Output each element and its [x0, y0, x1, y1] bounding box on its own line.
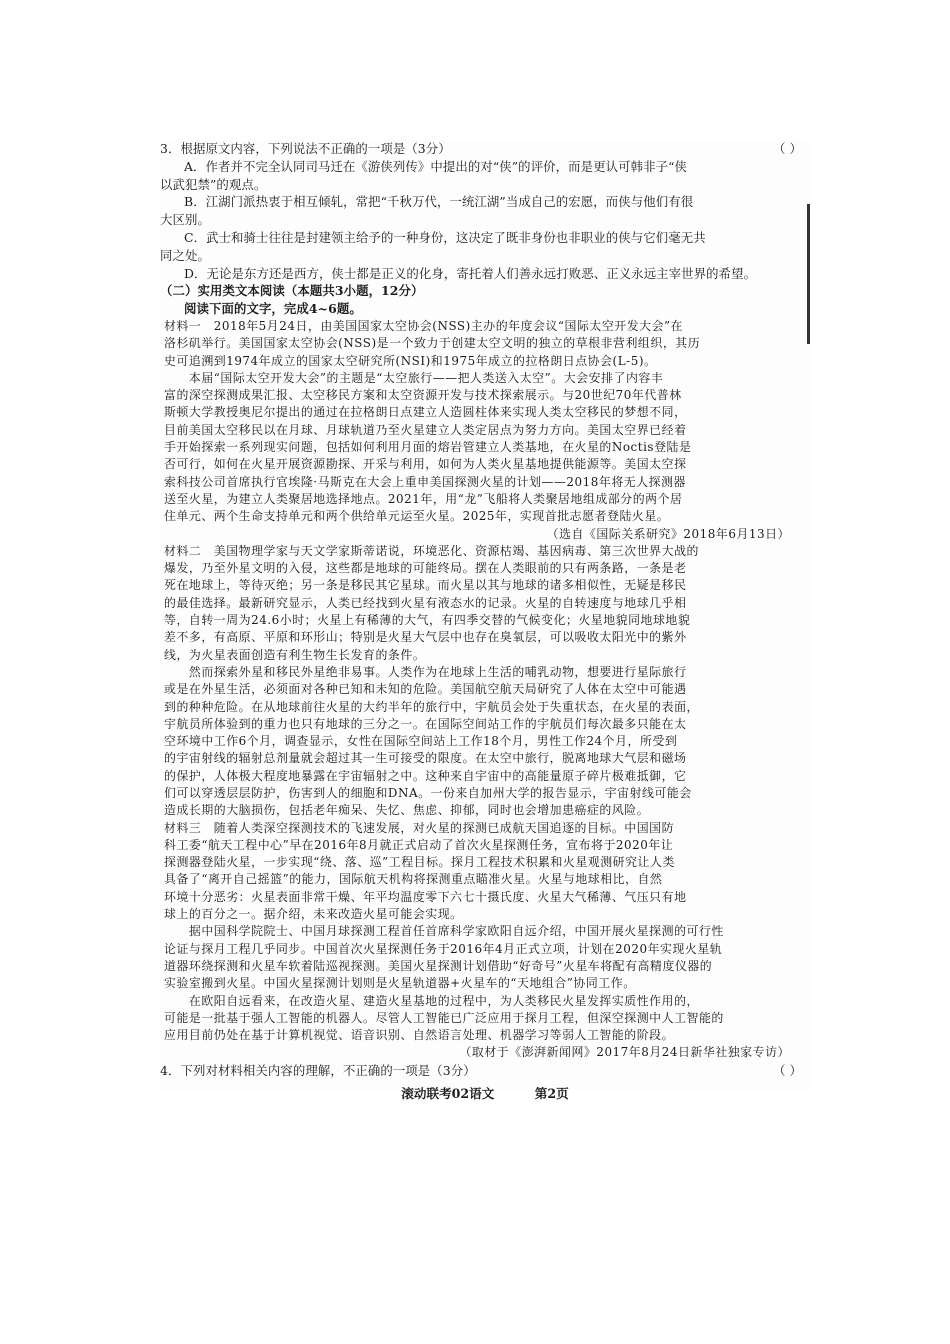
material-3-line: 在欧阳自远看来，在改造火星、建造火星基地的过程中，为人类移民火星发挥实质性作用的， [164, 993, 699, 1008]
section-instruction: 阅读下面的文字，完成4~6题。 [184, 301, 362, 317]
question-4-stem [160, 1062, 810, 1080]
material-3-source: （取材于《澎湃新闻网》2017年8月24日新华社独家专访） [459, 1045, 790, 1060]
material-2-line: 爆发，乃至外星文明的入侵，这些都是地球的可能终局。摆在人类眼前的只有两条路，一条是老 [164, 561, 687, 576]
exam-page [160, 140, 810, 1101]
answer-bracket: （ ） [772, 1062, 802, 1078]
material-2-line: 差不多，有高原、平原和环形山；特别是火星大气层中也存在臭氧层，可以吸收太阳光中的紫外 [164, 630, 687, 645]
material-1-line: 洛杉矶举行。美国国家太空协会(NSS)是一个致力于创建太空文明的独立的草根非营利组织，其历 [164, 336, 701, 351]
page-number: 第2页 [534, 1085, 569, 1101]
exam-name: 滚动联考02语文 [401, 1085, 495, 1101]
material-2-line: 或是在外星生活，必须面对各种已知和未知的危险。美国航空航天局研究了人体在太空中可能遇 [164, 682, 687, 697]
material-1 [160, 318, 810, 543]
material-1-line: 史可追溯到1974年成立的国家太空研究所(NSI)和1975年成立的拉格朗日点协会(L-5)。 [164, 353, 657, 368]
material-1-source: （选自《国际关系研究》2018年6月13日） [546, 526, 790, 541]
option-b-line-2: 大区别。 [160, 212, 210, 228]
material-1-line: 送至火星，为建立人类聚居地选择地点。2021年，用“龙”飞船将人类聚居地组成部分的两个居 [164, 491, 683, 506]
material-3-line: 科工委“航天工程中心”早在2016年8月就正式启动了首次火星探测任务，宣布将于2020年让 [164, 837, 674, 852]
material-2-line: 宇航员所体验到的重力也只有地球的三分之一。在国际空间站工作的宇航员们每次最多只能在太 [164, 716, 687, 731]
material-3-line: 环境十分恶劣：火星表面非常干燥、年平均温度零下六七十摄氏度、火星大气稀薄、气压只有地 [164, 889, 687, 904]
option-d-line-1: D．无论是东方还是西方，侠士都是正义的化身，寄托着人们善永远打败恶、正义永远主宰世界的希望。 [184, 265, 757, 281]
material-1-line: 索科技公司首席执行官埃隆·马斯克在大会上重申美国探测火星的计划——2018年将无人探测器 [164, 474, 686, 489]
answer-bracket: （ ） [772, 141, 802, 156]
material-3 [160, 820, 810, 1062]
section-heading: （二）实用类文本阅读（本题共3小题，12分） [160, 283, 424, 299]
material-1-line: 材料一 2018年5月24日，由美国国家太空协会(NSS)主办的年度会议“国际太空开发大会”在 [164, 318, 684, 333]
material-1-line: 手开始探索一系列现实问题，包括如何利用月面的熔岩管建立人类基地，在火星的Noctis登陆是 [164, 440, 692, 455]
material-2-line: 造成长期的大脑损伤，包括老年痴呆、失忆、焦虑、抑郁，同时也会增加患癌症的风险。 [164, 803, 650, 818]
material-2-line: 死在地球上，等待灭绝；另一条是移民其它星球。而火星以其与地球的诸多相似性，无疑是移民 [164, 578, 687, 593]
material-2-line: 材料二 美国物理学家与天文学家斯蒂诺说，环境恶化、资源枯竭、基因病毒、第三次世界大战的 [164, 543, 699, 558]
material-2-line: 到的种种危险。在从地球前往火星的大约半年的旅行中，宇航员会处于失重状态，在火星的表面， [164, 699, 699, 714]
question-4-text: 4．下列对材料相关内容的理解，不正确的一项是（3分） [160, 1062, 476, 1078]
material-2-line: 的宇宙射线的辐射总剂量就会超过其一生可接受的限度。在太空中旅行，脱离地球大气层和磁场 [164, 751, 687, 766]
option-c-line-1: C．武士和骑士往往是封建领主给予的一种身份，这决定了既非身份也非职业的侠与它们毫无共 [184, 229, 706, 245]
material-1-line: 否可行，如何在火星开展资源勘探、开采与利用，如何为人类火星基地提供能源等。美国太空探 [164, 457, 687, 472]
material-2-line: 空环境中工作6个月，调查显示，女性在国际空间站上工作18个月，男性工作24个月，所受到 [164, 734, 678, 749]
question-3-stem [160, 140, 810, 158]
material-1-line: 本届“国际太空开发大会”的主题是“太空旅行——把人类送入太空”。大会安排了内容丰 [164, 370, 664, 385]
material-3-line: 球上的百分之一。据介绍，未来改造火星可能会实现。 [164, 907, 463, 922]
material-3-line: 论证与探月工程几乎同步。中国首次火星探测任务于2016年4月正式立项，计划在2020年实现火星轨 [164, 941, 723, 956]
page-footer [160, 1084, 810, 1104]
option-b-line-1: B．江湖门派热衷于相互倾轧，常把“千秋万代，一统江湖”当成自己的宏愿，而侠与他们有很 [184, 194, 694, 210]
material-3-line: 据中国科学院院士、中国月球探测工程首任首席科学家欧阳自远介绍，中国开展火星探测的可行性 [164, 924, 724, 939]
material-1-line: 斯顿大学教授奥尼尔提出的通过在拉格朗日点建立人造圆柱体来实现人类太空移民的梦想不同， [164, 405, 687, 420]
material-3-line: 应用目前仍处在基于计算机视觉、语音识别、自然语言处理、机器学习等弱人工智能的阶段。 [164, 1028, 675, 1043]
material-2-line: 的最佳选择。最新研究显示，人类已经找到火星有液态水的记录。火星的自转速度与地球几乎相 [164, 595, 687, 610]
question-3-text: 3．根据原文内容，下列说法不正确的一项是（3分） [160, 141, 451, 156]
material-2-line: 的保护，人体极大程度地暴露在宇宙辐射之中。这种来自宇宙中的高能量原子碎片极难抵御，它 [164, 768, 687, 783]
material-2-line: 等，自转一周为24.6小时；火星上有稀薄的大气，有四季交替的气候变化；火星地貌同地球地貌 [164, 613, 691, 628]
option-a-line-2: 以武犯禁”的观点。 [160, 176, 267, 192]
material-1-line: 富的深空探测成果汇报、太空移民方案和太空资源开发与技术探索展示。与20世纪70年代普林 [164, 388, 682, 403]
scan-edge-shadow [807, 204, 810, 344]
material-2-line: 然而探索外星和移民外星绝非易事。人类作为在地球上生活的哺乳动物，想要进行星际旅行 [164, 664, 687, 679]
material-1-line: 住单元、两个生命支持单元和两个供给单元运至火星。2025年，实现首批志愿者登陆火星。 [164, 509, 670, 524]
material-3-line: 材料三 随着人类深空探测技术的飞速发展，对火星的探测已成航天国追逐的目标。中国国防 [164, 820, 675, 835]
option-a-line-1: A．作者并不完全认同司马迁在《游侠列传》中提出的对“侠”的评价，而是更认可韩非子“侠 [184, 158, 687, 174]
material-3-line: 实验室搬到火星。中国火星探测计划则是火星轨道器+火星车的“天地组合”协同工作。 [164, 976, 636, 991]
material-2 [160, 543, 810, 820]
material-3-line: 具备了“离开自己摇篮”的能力，国际航天机构将探测重点瞄准火星。火星与地球相比，自然 [164, 872, 663, 887]
option-c-line-2: 同之处。 [160, 247, 210, 263]
material-3-line: 可能是一批基于强人工智能的机器人。尽管人工智能已广泛应用于探月工程，但深空探测中人工智能的 [164, 1010, 724, 1025]
material-2-line: 线，为火星表面创造有利生物生长发育的条件。 [164, 647, 426, 662]
material-3-line: 探测器登陆火星，一步实现“绕、落、巡”工程目标。探月工程技术积累和火星观测研究让人类 [164, 855, 675, 870]
material-2-line: 们可以穿透层层防护，伤害到人的细胞和DNA。一份来自加州大学的报告显示，宇宙射线可能会 [164, 785, 692, 800]
material-1-line: 目前美国太空移民以在月球、月球轨道乃至火星建立人类定居点为努力方向。美国太空界已经着 [164, 422, 687, 437]
material-3-line: 道器环绕探测和火星车软着陆巡视探测。美国火星探测计划借助“好奇号”火星车将配有高精度仪器的 [164, 958, 713, 973]
